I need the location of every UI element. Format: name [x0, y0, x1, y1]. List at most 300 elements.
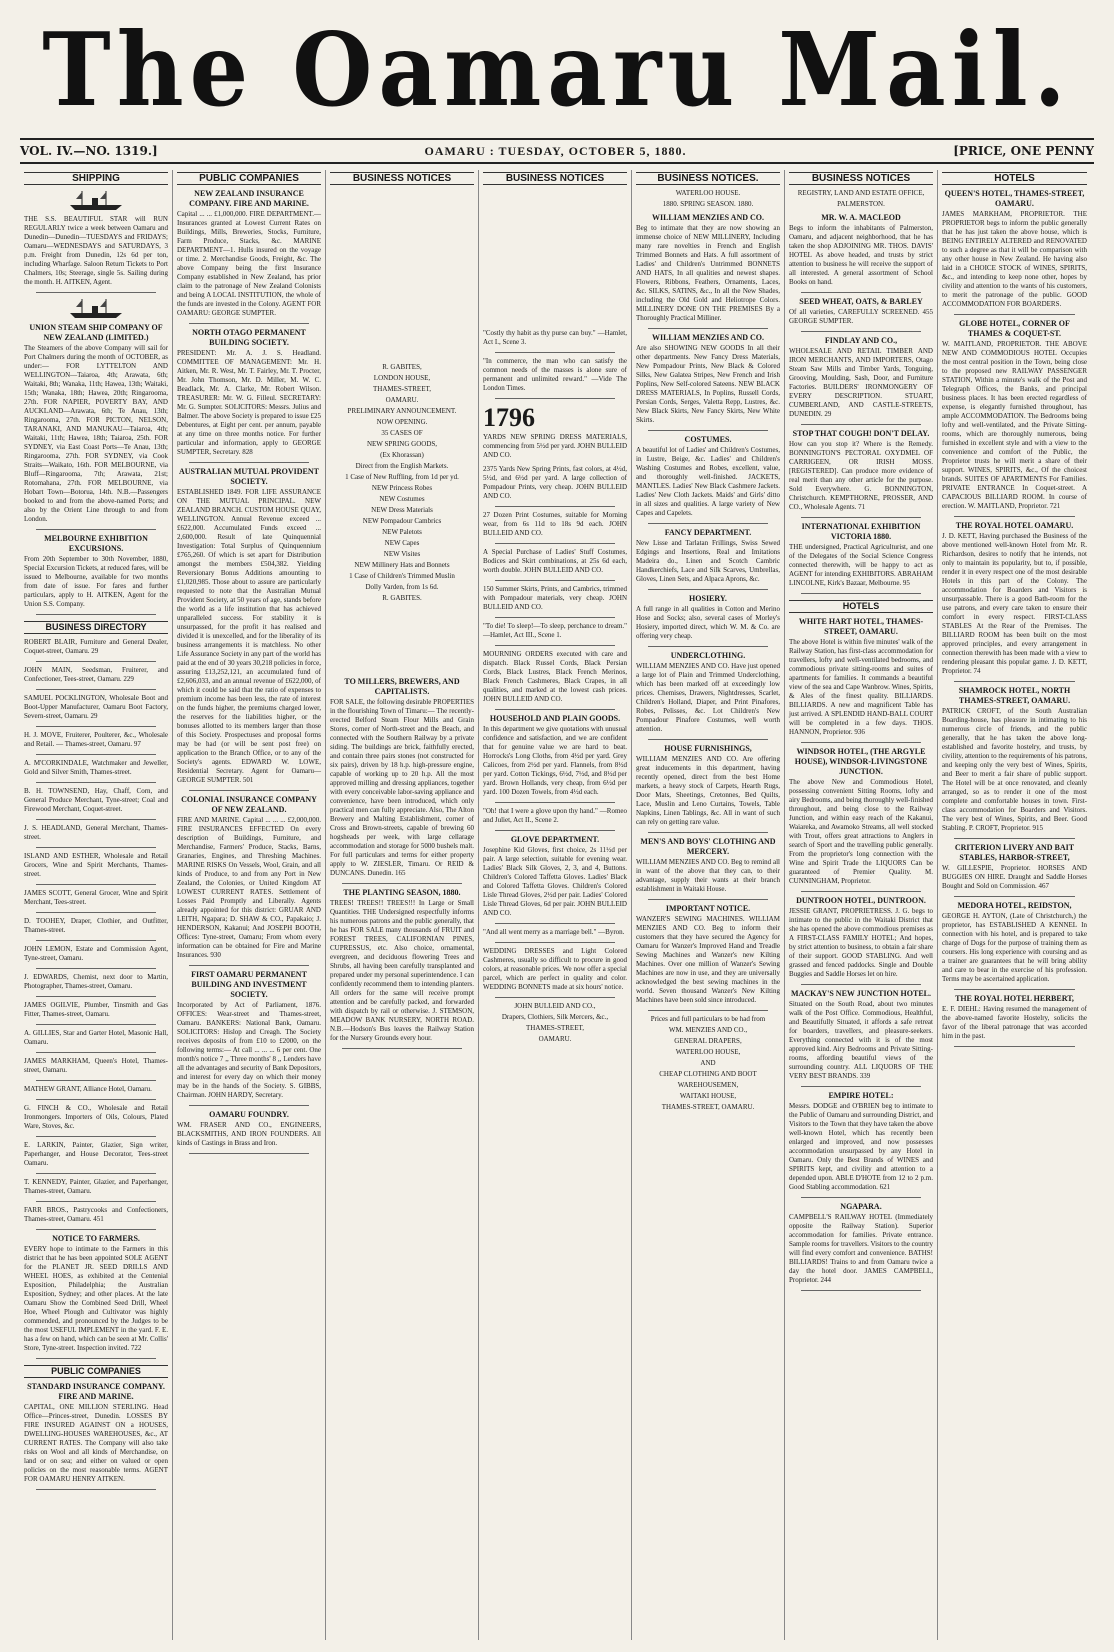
column-7 [938, 170, 1091, 1640]
divider-rule [954, 1046, 1075, 1047]
ad-text: WILLIAM MENZIES AND CO. Have just opened a large lot of Plain and Trimmed Underclothing, which has been marked off at exceedingly low prices. Chemises, Drawers, Nightdresses, Scarlet, Children's Holland, Diaper, and Print Pinafores, Robes, Pelisses, &c. Lot Children's New Pompadour Pinafore Costumes, well worth attention. [636, 662, 780, 733]
ad-title: STANDARD INSURANCE COMPANY. FIRE AND MARINE. [27, 1382, 165, 1401]
ad-title: STOP THAT COUGH! DON'T DELAY. [792, 429, 930, 438]
divider-rule [495, 709, 615, 710]
ad-line: OAMARU. [385, 396, 419, 404]
ad-title: GLOVE DEPARTMENT. [510, 835, 600, 844]
ad-text: E. LARKIN, Painter, Glazier, Sign writer, Paperhanger, and House Decorator, Tees-street Oamaru. [24, 1141, 168, 1167]
volume-number: VOL. IV.—NO. 1319.] [20, 144, 158, 158]
advertisement [942, 686, 1087, 833]
ad-line: Drapers, Clothiers, Silk Mercers, &c., [501, 1013, 609, 1021]
ad-title: UNDERCLOTHING. [670, 651, 746, 660]
ad-line: WAITAKI HOUSE, [679, 1092, 737, 1100]
divider-rule [954, 989, 1075, 990]
advertisement [483, 511, 627, 538]
ad-text: A Special Purchase of Ladies' Stuff Costumes, Bodices and Skirt combinations, at 25s 6d each, worth double. JOHN BULLEID AND CO. [483, 548, 627, 574]
ad-title: HOUSE FURNISHINGS, [664, 744, 752, 753]
ad-text: T. KENNEDY, Painter, Glazier, and Paperhanger, Thames-street, Oamaru. [24, 1178, 168, 1195]
advertisement [942, 319, 1087, 511]
advertisement [24, 1085, 168, 1094]
divider-rule [36, 847, 156, 848]
divider-rule [648, 646, 768, 647]
divider-rule [648, 523, 768, 524]
divider-rule [189, 790, 309, 791]
ad-text: A. M'CORKINDALE, Watchmaker and Jeweller, Gold and Silver Smith, Thames-street. [24, 759, 168, 776]
ad-text: JESSIE GRANT, PROPRIETRESS. J. G. begs to intimate to the public in the Waitaki District that she has opened the above commodious premises as A FIRST-CLASS FAMILY HOTEL; And hopes, by strict attention to business, to obtain a fair share of their support. GOOD STABLING. And well grassed and fenced paddocks. Single and Double Buggies and Saddle Horses let on hire. [789, 907, 933, 978]
ad-title: UNION STEAM SHIP COMPANY OF NEW ZEALAND (LIMITED.) [29, 323, 163, 342]
ad-title: IMPORTANT NOTICE. [665, 904, 751, 913]
ad-text: FARR BROS., Pastrycooks and Confectioners, Thames-street, Oamaru. 451 [24, 1206, 168, 1223]
ad-text: JOHN LEMON, Estate and Commission Agent, Tyne-street, Oamaru. [24, 945, 168, 962]
ad-text: 27 Dozen Print Costumes, suitable for Morning wear, from 6s 11d to 18s 9d each. JOHN BULLEID AND CO. [483, 511, 627, 537]
divider-rule [36, 689, 156, 690]
ad-text: J. EDWARDS, Chemist, next door to Martin, Photographer, Thames-street, Oamaru. [24, 973, 168, 990]
ad-text: JAMES MARKHAM, Queen's Hotel, Thames-street, Oamaru. [24, 1057, 168, 1074]
ad-title: WILLIAM MENZIES AND CO. [651, 213, 764, 222]
advertisement [24, 1029, 168, 1047]
advertisement [942, 901, 1087, 984]
advertisement [24, 1382, 168, 1484]
ad-text: WM. FRASER AND CO., ENGINEERS, BLACKSMITHS, AND IRON FOUNDERS. All kinds of Castings in Brass and Iron. [177, 1121, 321, 1147]
ad-title: WHITE HART HOTEL, THAMES-STREET, OAMARU. [798, 617, 924, 636]
advertisement [330, 888, 474, 1043]
ad-text: EVERY hope to intimate to the Farmers in this district that he has been appointed SOLE AGENT for the PLANET JR. SEED DRILLS AND WHEEL HOES, as exhibited at the Centenial Exposition, Philadelphia; the Australian Exposition, Sydney; and other places. At the late Oamaru Show the Combined Seed Drill, Wheel Hoe, Wheel Plough and Cultivator was highly commended, and pronounced by the Judges to be the most USEFUL IMPLEMENT in the yard. F. E. has a few on hand, which can be seen at Mr. Collis' Store, Tyne-street. Inspection invited. 722 [24, 1245, 168, 1352]
ad-line: AND [700, 1059, 716, 1067]
advertisement [24, 666, 168, 684]
ad-text: FOR SALE, the following desirable PROPERTIES in the flourishing Town of Timaru:— The recently-erected Belford Steam Flour Mills and Grain Stores, corner of North-street and the Beach, and connected with the Southern Railway by a private siding. The buildings are brick, faithfully erected, and contain three pairs stones (not constructed for six pairs), driven by 18 h.p. high-pressure engine, capable of working up to 20 h.p. All the most approved milling and dressing appliances, together with every conceivable labor-saving appliance and convenience, have been introduced, which only practical men can fully appreciate. Also, The Alton Brewery and Malting Establishment, corner of Cross and Brown-streets, capable of brewing 60 hogsheads per week, with large cellarage accommodation and storage for 5000 bushels malt. For full particulars and terms for either property apply to W. ZIESLER, Timaru. Or REID & DUNCANS. Dunedin. 165 [330, 698, 474, 877]
ad-line: THAMES-STREET, [525, 1024, 584, 1032]
advertisement [636, 213, 780, 323]
advertisement [483, 357, 627, 393]
ad-text: H. J. MOVE, Fruiterer, Poulterer, &c., Wholesale and Retail. — Thames-street, Oamaru. 97 [24, 731, 168, 748]
divider-rule [801, 984, 921, 985]
advertisement [483, 585, 627, 612]
ad-line: Direct from the English Markets. [355, 462, 449, 470]
advertisement-block [636, 1015, 780, 1112]
ad-text: "To die! To sleep!—To sleep, perchance to dream." —Hamlet, Act III., Scene 1. [483, 622, 627, 639]
column-header: BUSINESS NOTICES [483, 172, 627, 185]
ad-text: "And all went merry as a marriage bell." —Byron. [483, 928, 625, 936]
advertisement [789, 989, 933, 1081]
ad-title: NORTH OTAGO PERMANENT BUILDING SOCIETY. [192, 328, 306, 347]
steamship-icon [24, 297, 168, 319]
ad-title: FINDLAY AND CO., [824, 336, 898, 345]
ad-text: ROBERT BLAIR, Furniture and General Dealer, Coquet-street, Oamaru. 29 [24, 638, 168, 655]
ad-line: CHEAP CLOTHING AND BOOT [659, 1070, 757, 1078]
divider-rule [495, 830, 615, 831]
ad-line: 1880. SPRING SEASON. 1880. [662, 200, 754, 208]
ad-text: ESTABLISHED 1849. FOR LIFE ASSURANCE ON THE MUTUAL PRINCIPAL. NEW ZEALAND BRANCH. CUSTOM HOUSE QUAY, WELLINGTON. Annual Revenue exceed ... £622,000. Accumulated Funds exceed ... 2,600,000. Result of late Quinquennial Investigation: Total Surplus of Quinquennium £765,260. Of which is set apart for Distribution amongst the members £504,382. Yielding Reversionary Bonus Additions amounting to £1,020,985. Those about to assure are particularly requested to note that the Australian Mutual Provident Society, at 50 years of age, stands before the world as a life institution that has achieved unparalleled success. For stability it is unsurpassed, for the profit it has realised and divided it is unexcelled, and for the liberality of its business arrangements it is matchless. No other Life Assurance Society in any part of the world has paid at the end of 30 years 30,218 policies in force, assuring £13,252,121, an accumulated fund of £2,606,033, and an annual revenue of £622,000, of which it could be said that the ratio of expenses to premium income has been less, the rate of interest on the funds higher, the premiums charged lower, the reserves for the liabilities higher, or the bonuses allotted to its members larger than those of this Society. Prospectuses and proposal forms may be had (or will be sent post free) on application to the Branch Office, or to any of the Society's agents. EDWARD W. LOWE, Residential Secretary. Agent for Oamaru— GEORGE SUMPTER. 501 [177, 488, 321, 784]
advertisement [177, 328, 321, 457]
divider-rule [495, 617, 615, 618]
ad-title: HOSIERY. [689, 594, 727, 603]
ad-title: HOUSEHOLD AND PLAIN GOODS. [489, 714, 621, 723]
divider-rule [648, 430, 768, 431]
divider-rule [954, 838, 1075, 839]
ad-text: CAPITAL, ONE MILLION STERLING. Head Office—Princes-street, Dunedin. LOSSES BY FIRE INSURED AGAINST ON a HOUSES, DWELLING-HOUSES WAREHOUSES, &c., AT CURRENT RATES. The Company will also take risks on Wool and all kinds of Merchandise, on land or on sea; and either on valued or open policies on the most reasonable terms. AGENT FOR OAMARU HENRY AITKEN. [24, 1403, 168, 1483]
ad-line: (Ex Khorassan) [380, 451, 424, 459]
advertisement [483, 807, 627, 825]
column-5 [632, 170, 785, 1640]
ad-line: NEW Millinery Hats and Bonnets [354, 561, 450, 569]
ad-text: TREES! TREES!! TREES!!! In Large or Small Quantities. THE Undersigned respectfully informs his numerous patrons and the public generally, that he has FOR SALE many thousands of FRUIT and FOREST TREES, CALIFORNIAN PINES, CUPRESSUS, etc. Also choice, ornamental, evergreen, and deciduous flowering Trees and Shrubs, all having been carefully transplanted and prepared under my personal superintendence. I can confidently recommend them to intending planters. All orders for the same will receive prompt attention and be carefully packed, and forwarded with dispatch by rail or otherwise. J. STEMSON, MEADOW BANK NURSERY, NORTH ROAD. N.B.—Hodson's Bus leaves the Railway Station for the Nursery Grounds every hour. [330, 899, 474, 1042]
advertisement [24, 534, 168, 609]
ad-title: NGAPARA. [840, 1202, 882, 1211]
ad-text: JAMES MARKHAM, PROPRIETOR. THE PROPRIETOR begs to inform the public generally that he has just taken the above house, which is BEING ENTIRELY ALTERED and RENOVATED to such a degree as that it will be comparison with any other house in New Zealand. He having also laid in a CHOICE STOCK of WINES, SPIRITS, &c., and intending to keep none other, hopes by civility and attention to the wants of his customers, to merit the patronage of the public. GOOD ACCOMMODATION FOR BOARDERS. [942, 210, 1087, 308]
advertisement [24, 694, 168, 721]
advertisement [24, 759, 168, 777]
column-spacer [483, 189, 627, 329]
ad-title: OAMARU FOUNDRY. [209, 1110, 289, 1119]
column-spacer [330, 189, 474, 359]
divider-rule [36, 614, 156, 615]
ad-text: JOHN MAIN, Seedsman, Fruiterer, and Confectioner, Tees-street, Oamaru. 229 [24, 666, 168, 683]
ad-text: J. S. HEADLAND, General Merchant, Thames-street. [24, 824, 168, 841]
advertisement [942, 843, 1087, 891]
advertisement [483, 465, 627, 501]
divider-rule [36, 1489, 156, 1490]
advertisement [24, 1141, 168, 1168]
advertisement [483, 928, 627, 937]
divider-rule [36, 819, 156, 820]
divider-rule [801, 1290, 921, 1291]
ad-title: FANCY DEPARTMENT. [664, 528, 752, 537]
advertisement [177, 1110, 321, 1148]
ad-text: WANZER'S SEWING MACHINES. WILLIAM MENZIES AND CO. Beg to inform their customers that they have secured the Agency for Oamaru for Wanzer's Improved Hand and Treadle Sewing Machines and Wanzer's new Kilting Machines. Over one million of Wanzer's Sewing Machines are now in use, and they are universally acknowledged the best sewing machines in the world. Seven thousand Wanzer's New Kilting Machines have been sold since introduced. [636, 915, 780, 1004]
ad-text: W. GILLESPIE, Proprietor. HORSES AND BUGGIES ON HIRE. Draught and Saddle Horses Bought and Sold on Commission. 467 [942, 864, 1087, 890]
divider-rule [801, 292, 921, 293]
ad-text: A beautiful lot of Ladies' and Children's Costumes, in Lustre, Beige, &c. Ladies' and Children's Washing Costumes and Robes, excellent, value, and thoroughly well-finished. JACKETS, MANTLES. Ladies' New Black Cashmere Jackets. Ladies' New Cloth Jackets. Maids' and Girls' ditto in all sizes and qualities. A large variety of New Capes and Capelets. [636, 446, 780, 517]
advertisement [24, 787, 168, 814]
advertisement [24, 731, 168, 749]
section-heading: BUSINESS DIRECTORY [24, 621, 168, 634]
advertisement-block [330, 363, 474, 603]
steamship-icon [24, 189, 168, 211]
divider-rule [801, 517, 921, 518]
advertisement [483, 548, 627, 575]
ad-text: WILLIAM MENZIES AND CO. Beg to remind all in want of the above that they can, to their advantage, supply their wants at their branch establishment in Waitaki House. [636, 858, 780, 893]
ad-text: Of all varieties, CAREFULLY SCREENED. 455 GEORGE SUMPTER. [789, 308, 933, 325]
column-1 [20, 170, 173, 1640]
ad-line: WATERLOO HOUSE. [675, 189, 741, 197]
ad-title: EMPIRE HOTEL: [828, 1091, 894, 1100]
divider-rule [954, 314, 1075, 315]
divider-rule [954, 516, 1075, 517]
advertisement [24, 852, 168, 879]
ad-line: NEW Princess Robes [371, 484, 433, 492]
ad-line: NOW OPENING. [376, 418, 428, 426]
issue-price: [PRICE, ONE PENNY [953, 144, 1094, 158]
advertisement [483, 714, 627, 797]
ad-title: DUNTROON HOTEL, DUNTROON. [796, 896, 926, 905]
ad-line: 35 CASES OF [381, 429, 423, 437]
column-2 [173, 170, 326, 1640]
ad-title: QUEEN'S HOTEL, THAMES-STREET, OAMARU. [944, 189, 1085, 208]
ad-title: THE ROYAL HOTEL OAMARU. [955, 521, 1074, 530]
divider-rule [801, 424, 921, 425]
ad-line: PALMERSTON. [837, 200, 885, 208]
divider-rule [36, 1358, 156, 1359]
ad-title: NOTICE TO FARMERS. [52, 1234, 140, 1243]
ad-line: Prices and full particulars to be had from [650, 1015, 766, 1023]
ad-text: "Costly thy habit as thy purse can buy." —Hamlet, Act I., Scene 3. [483, 329, 627, 346]
advertisement [942, 521, 1087, 676]
advertisement [24, 917, 168, 935]
advertisement [789, 336, 933, 419]
divider-rule [495, 352, 615, 353]
advertisement [24, 323, 168, 524]
ad-line: NEW Capes [384, 539, 420, 547]
column-header: SHIPPING [24, 172, 168, 185]
divider-rule [36, 940, 156, 941]
ad-line: GENERAL DRAPERS, [674, 1037, 742, 1045]
advertisement [636, 651, 780, 734]
divider-rule [36, 1024, 156, 1025]
ad-text: Messrs. DODGE and O'BRIEN beg to intimate to the Public of Oamaru and surrounding District, and Visitors to the Town that they have taken the above well-known Hotel, which has recently been enlarged and improved, and now possesses accommodation unsurpassed by any Hotel in Oamaru. Only the Best Brands of WINES and SPIRITS kept, and civility and attention to a depended upon. ABLE D'HOTE from 12 to 2 p.m. Good Stabling accommodation. 621 [789, 1102, 933, 1191]
ad-text: Begs to inform the inhabitants of Palmerston, Oamaru, and adjacent neighborhood, that he has taken the shop ADJOINING MR. THOS. DAVIS' HOTEL As above headed, and trusts by strict attention to business he will receive the support of all interested. A general assortment of School Books on hand. [789, 224, 933, 286]
ad-text: ISLAND AND ESTHER, Wholesale and Retail Grocers, Wine and Spirit Merchants, Thames-street. [24, 852, 168, 878]
advertisement [177, 795, 321, 960]
divider-rule [36, 782, 156, 783]
ad-title: GLOBE HOTEL, CORNER OF THAMES & COQUET-ST. [959, 319, 1070, 338]
ad-text: SAMUEL POCKLINGTON, Wholesale Boot and Boot-Upper Manufacturer, Oamaru Boot Factory, Severn-street, Oamaru. 29 [24, 694, 168, 720]
divider-rule [189, 323, 309, 324]
ad-line: NEW Pompadour Cambrics [362, 517, 442, 525]
divider-rule [36, 996, 156, 997]
divider-rule [495, 997, 615, 998]
column-header: BUSINESS NOTICES [789, 172, 933, 185]
divider-rule [801, 1197, 921, 1198]
ad-text: GEORGE H. AYTON, (Late of Christchurch,) the proprietor, has ESTABLISHED A KENNEL In connection with his hotel, and is prepared to take charge of Dogs for the purpose of training them as coursers. His long experience with coursing and as a trainer are guarantees that he will bring ability and care to bear in the exercise of his profession. Terms may be ascertained application. [942, 912, 1087, 983]
ad-line: NEW Dress Materials [371, 506, 433, 514]
ad-line: LONDON HOUSE, [373, 374, 431, 382]
advertisement [789, 1091, 933, 1192]
ad-text: MATHEW GRANT, Alliance Hotel, Oamaru. [24, 1085, 152, 1093]
advertisement [636, 333, 780, 425]
advertisement [636, 528, 780, 584]
ad-title: MR. W. A. MACLEOD [821, 213, 901, 222]
divider-rule [801, 331, 921, 332]
column-header: BUSINESS NOTICES. [636, 172, 780, 185]
section-heading: HOTELS [789, 600, 933, 613]
ad-text: D. TOOHEY, Draper, Clothier, and Outfitter, Thames-street. [24, 917, 168, 934]
divider-rule [36, 968, 156, 969]
ad-title: INTERNATIONAL EXHIBITION VICTORIA 1880. [801, 522, 921, 541]
divider-rule [648, 328, 768, 329]
column-6 [785, 170, 938, 1640]
advertisement [24, 1001, 168, 1019]
advertisement [483, 650, 627, 704]
divider-rule [36, 1201, 156, 1202]
divider-rule [495, 923, 615, 924]
ad-text: YARDS NEW SPRING DRESS MATERIALS, commencing from 5½d per yard. JOHN BULLEID AND CO. [483, 433, 627, 459]
advertisement [483, 622, 627, 640]
divider-rule [36, 661, 156, 662]
divider-rule [36, 1173, 156, 1174]
issue-date: OAMARU : TUESDAY, OCTOBER 5, 1880. [424, 143, 687, 158]
ad-text: Beg to intimate that they are now showing an immense choice of NEW MILLINERY, Including many rare novelties in French and English Trimmed Bonnets and Hats. A full assortment of Ladies' and Children's Untrimmed BONNETS AND HATS, In all qualities and newest shapes. Flowers, Ribbons, Feathers, Ornaments, Laces, &c. SILKS, SATINS, &c., In all the New Shades, including the Old Gold and Heliotrope Colors. MILLINERY DONE ON THE PREMISES By a Thoroughly Practical Milliner. [636, 224, 780, 322]
advertisement [24, 1178, 168, 1196]
ad-text: New Lisse and Tarlatan Frillings, Swiss Sewed Edgings and Insertions, Real and Imitations Madeira do., Linen and Scotch Cambric Handkerchiefs, Lace and Silk Scarves, Umbrellas, Gloves, Linen Sets, and Alpaca Aprons, &c. [636, 539, 780, 583]
advertisement [483, 835, 627, 918]
ad-text: The above New and Commodious Hotel, possessing convenient Sitting Rooms, lofty and airy Bedrooms, and being thoroughly well-finished throughout, and being close to the Railway Junction, and within easy reach of the Kakanui, Waiareka, and Awamoko Streams, all well stocked with Trout, offers great attractions to Anglers in search of Sport and the travelling public generally. From the proprietor's long connection with the Wine and Spirit Trade the LIQUORS Can be guaranteed of Premier Quality. M. CUNNINGHAM, Proprietor. [789, 778, 933, 885]
divider-rule [36, 1229, 156, 1230]
ad-title: CRITERION LIVERY AND BAIT STABLES, HARBOR-STREET, [954, 843, 1075, 862]
ad-text: WHOLESALE AND RETAIL TIMBER AND IRON MERCHANTS, AND IMPORTERS, Otago Steam Saw Mills and Timber Yards, Tonguing, Grooving, Moulding, Sash, Door, and Furniture Factories. BUILDERS' IRONMONGERY OF EVERY DESCRIPTION. STUART, CUMBERLAND, AND CASTLE-STREETS, DUNEDIN. 29 [789, 347, 933, 418]
advertisement [177, 970, 321, 1100]
ad-text: 150 Summer Skirts, Prints, and Cambrics, trimmed with Pompadour materials, very cheap. JOHN BULLEID AND CO. [483, 585, 627, 611]
ad-title: SEED WHEAT, OATS, & BARLEY [799, 297, 923, 306]
divider-rule [189, 965, 309, 966]
ad-text: J. D. KETT, Having purchased the Business of the above mentioned well-known Hotel from Mr. R. Richardson, desires to notify that he intends, not only to maintain its popularity, but to, if possible, render it in every respect one of the most desirable Hotels in this part of the Colony. The accommodation for Boarders and Visitors is unsurpassable. There is a good Bath-room for the use patrons, and every care taken to ensure their comfort in every respect. FIRST-CLASS STABLES At the Rear of the Premises. The BILLIARD ROOM has been built on the most approved principles, and every arrangement in connection therewith has been made with a view to rendering pleasant this popular game. J. D. KETT, Proprietor. 74 [942, 532, 1087, 675]
divider-rule [648, 589, 768, 590]
advertisement [24, 824, 168, 842]
divider-rule [36, 1080, 156, 1081]
ad-title: TO MILLERS, BREWERS, AND CAPITALISTS. [344, 677, 460, 696]
ad-line: R. GABITES. [382, 594, 422, 602]
advertisement-block [789, 189, 933, 209]
advertisement [330, 677, 474, 878]
divider-rule [342, 883, 462, 884]
divider-rule [495, 580, 615, 581]
ad-title: THE PLANTING SEASON, 1880. [343, 888, 461, 897]
ad-text: WILLIAM MENZIES AND CO. Are offering great inducements in this department, having recently opened, direct from the best Home markets, a heavy stock of Carpets, Hearth Rugs, Door Mats, Sheetings, Cretonnes, Bed Quilts, Lace, Muslin and Leno Curtains, Towels, Table Napkins, Linen Tablings, &c. All in want of such can rely on getting rare value. [636, 755, 780, 826]
column-4 [479, 170, 632, 1640]
ad-line: OAMARU. [538, 1035, 572, 1043]
ad-text: CAMPBELL'S RAILWAY HOTEL (Immediately opposite the Railway Station). Superior accommodation for families. Private entrance. Sample rooms for travellers. Visitors to the country will find every comfort and convenience. BATHS! BILLIARDS! Trains to and from Oamaru twice a day the hotel door. JAMES CAMPBELL, Proprietor. 244 [789, 1213, 933, 1284]
divider-rule [36, 1099, 156, 1100]
ad-text: "In commerce, the man who can satisfy the common needs of the masses is alone sure of permanent and unlimited reward." —Vide The London Times. [483, 357, 627, 392]
ad-text: WEDDING DRESSES and Light Colored Cashmeres, usually so difficult to procure in good colors, at reasonable prices. We now offer a special parcel, which are perfect in quality and color. WEDDING BONNETS made at six hours' notice. [483, 947, 627, 991]
ad-text: The Steamers of the above Company will sail for Port Chalmers during the month of OCTOBER, as under:— FOR LYTTELTON AND WELLINGTON—Taiaroa, 4th; Arawata, 6th; Waitaki, 8th; Wanaka, 11th; Hawea, 13th; Waitaki, 15th; Wanaka, 18th; Hawea, 20th; Ringarooma, 27th. FOR NAPIER, POVERTY BAY, AND AUCKLAND—Arawata, 6th; Te Anau, 13th; Ringarooma, 27th. FOR PICTON, NELSON, TARANAKI, AND MANUKAU—Taiaroa, 4th; Waitaki, 11th; Hawea, 18th; Taiaroa, 25th. FOR SYDNEY, via East Coast Ports—Te Anau, 13th; Ringarooma, 27th. FOR SYDNEY, via Cook Straits—Waikato, 16th. FOR MELBOURNE, via Bluff—Ringarooma, 7th; Arawata, 21st; Rotomahana, 27th. FOR MELBOURNE, via Hobart Town—Botorua, 14th. N.B.—Passengers booked to and from the above-named Ports; and also by the Orient Line through to and from London. [24, 344, 168, 523]
ad-text: Josephine Kid Gloves, first choice, 2s 11½d per pair. A large selection, suitable for evening wear. Ladies' Black Silk Gloves, 2, 3, and 4, Buttons. Children's Colored Taffetta Gloves. Ladies' Black and Colored Taffetta Gloves. Children's Colored Lisle Thread Gloves, 2½d per pair. Ladies' Colored Lisle Thread Gloves, 6d per pair. JOHN BULLEID AND CO. [483, 846, 627, 917]
ad-line: WAREHOUSEMEN, [677, 1081, 739, 1089]
divider-rule [954, 896, 1075, 897]
advertisement [24, 215, 168, 287]
divider-rule [801, 593, 921, 594]
ad-text: E. F. DIEHL: Having resumed the management of the above-named favorite Hostelry, solicits the favor of the liberal patronage that was accorded him in the past. [942, 1005, 1087, 1040]
advertisement [177, 467, 321, 785]
divider-rule [801, 742, 921, 743]
ad-line: 1 Case of New Ruffling, from 1d per yd. [345, 473, 459, 481]
ad-text: JAMES SCOTT, General Grocer, Wine and Spirit Merchant, Tees-street. [24, 889, 168, 906]
ad-text: JAMES OGILVIE, Plumber, Tinsmith and Gas Fitter, Thames-street, Oamaru. [24, 1001, 168, 1018]
advertisement [483, 403, 627, 460]
ad-text: Situated on the South Road, about two minutes walk of the Post Office. Commodious, Healthful, and Beautifully Situated, it affords a safe retreat for boarders, travellers, and pleasure-seekers. Everything connected with it is of the most approved kind. Airy Bedrooms and Private Sitting-rooms, affording beautiful views of the surrounding country. ALL LIQUORS OF THE VERY BEST BRANDS. 339 [789, 1000, 933, 1080]
divider-rule [36, 529, 156, 530]
column-spacer [330, 607, 474, 677]
ad-text: Capital ... ... £1,000,000. FIRE DEPARTMENT.—Insurances granted at Lowest Current Rates on Buildings, Mills, Breweries, Stocks, Furniture, Farm Produce, Stacks, &c. MARINE DEPARTMENT—1. Hulls insured on the voyage or time. 2. Merchandise Goods, Freight, &c. The above Company being the first Insurance Company established in New Zealand, has prior claim to the patronage of New Zealand Colonists and being A LOCAL INSTITUTION, the whole of the funds are invested in the Colony. AGENT FOR OAMARU: GEORGE SUMPTER. [177, 210, 321, 317]
ad-text: Incorporated by Act of Parliament, 1876. OFFICES: Wear-street and Thames-street, Oamaru. BANKERS: National Bank, Oamaru. SOLICITORS: Hislop and Creagh. The Society receives deposits of from £10 to £2000, on the following terms:— At call ... ... ... 6 per cent. One month's notice 7 ,, Three months' 8 ,, Lenders have all the advantages and security of Bank Depositors, and interest for every day on which their money may be in the hands of the Society. S. GIBBS, Chairman. JOHN HARDY, Secretary. [177, 1001, 321, 1099]
ad-line: 1 Case of Children's Trimmed Muslin [349, 572, 455, 580]
divider-rule [342, 1048, 462, 1049]
divider-rule [801, 1086, 921, 1087]
ad-line: NEW Costumes [379, 495, 425, 503]
advertisement [636, 435, 780, 518]
ad-title: WINDSOR HOTEL, (THE ARGYLE HOUSE), WINDSOR-LIVINGSTONE JUNCTION. [794, 747, 928, 776]
ad-title: THE ROYAL HOTEL HERBERT, [955, 994, 1074, 1003]
divider-rule [495, 398, 615, 399]
ad-text: From 20th September to 30th November, 1880, Special Excursion Tickets, at reduced fares, will be issued to Melbourne, available for two months from date of issue. For fares and further particulars, apply to H. AITKEN, Agent for the Union S.S. Company. [24, 555, 168, 608]
ad-title: FIRST OAMARU PERMANENT BUILDING AND INVESTMENT SOCIETY. [191, 970, 307, 999]
divider-rule [495, 802, 615, 803]
column-header: HOTELS [942, 172, 1087, 185]
advertisement [789, 1202, 933, 1285]
divider-rule [36, 1052, 156, 1053]
divider-rule [495, 942, 615, 943]
dateline-bar [20, 138, 1094, 164]
advertisement [789, 213, 933, 287]
divider-rule [189, 1105, 309, 1106]
ad-text: PATRICK CROFT, of the South Australian Boarding-house, has pleasure in intimating to his numerous circle of friends, and the public generally, that he has taken the above long-established and favorite hostelry, and trusts, by civility, attention to the requirements of his patrons, and keeping only the very best of Wines, Spirits, and Beer to merit a fair share of public support. The Hotel will be at once renovated, and cleanly arranged, so as to render it one of the most complete and comfortable houses in town. First-class accommodation for Boarders and Visitors. The very best of Wines, Spirits, and Beer. Good Stabling. P. CROFT, Proprietor. 915 [942, 707, 1087, 832]
advertisement [636, 904, 780, 1005]
advertisement [24, 973, 168, 991]
advertisement [24, 1234, 168, 1353]
ad-title: MELBOURNE EXHIBITION EXCURSIONS. [44, 534, 148, 553]
ad-text: B. H. TOWNSEND, Hay, Chaff, Corn, and General Produce Merchant, Tyne-street; Coal and Firewood Merchant, Coquet-street. [24, 787, 168, 813]
advertisement [942, 189, 1087, 309]
advertisement-block [483, 1002, 627, 1044]
ad-title: MACKAY'S NEW JUNCTION HOTEL. [790, 989, 932, 998]
divider-rule [36, 884, 156, 885]
divider-rule [648, 1010, 768, 1011]
column-header: PUBLIC COMPANIES [177, 172, 321, 185]
ad-text: THE S.S. BEAUTIFUL STAR will RUN REGULARLY twice a week between Oamaru and Dunedin—Dunedin—TUESDAYS and FRIDAYS; Oamaru—WEDNESDAYS and SATURDAYS, 3 p.m. Freight from Dunedin, 12s 6d per ton, including Wharfage. Saloon Return Tickets to Port Chalmers, 10s; Steerage, single 5s. Sailing during the month. H. AITKEN, Agent. [24, 215, 168, 286]
advertisement [789, 522, 933, 588]
ad-line: REGISTRY, LAND AND ESTATE OFFICE, [797, 189, 925, 197]
ad-line: WM. MENZIES AND CO., [668, 1026, 748, 1034]
ad-line: R. GABITES, [382, 363, 422, 371]
divider-rule [648, 739, 768, 740]
ad-line: NEW Paletots [382, 528, 422, 536]
ad-text: How can you stop it? Where is the Remedy. BONNINGTON'S PECTORAL OXYDMEL OF CARRIGEEN, OR IRISH MOSS. [REGISTERED]. Can produce more evidence of real merit than any other article for the purpose. Sold Everywhere. G. BONNINGTON, Christchurch. KEMPTHORNE, PROSSER, AND CO., Wholesale Agents. 71 [789, 440, 933, 511]
advertisement [636, 744, 780, 827]
divider-rule [36, 726, 156, 727]
advertisement [24, 1206, 168, 1224]
ad-line: THAMES-STREET, [372, 385, 431, 393]
divider-rule [495, 506, 615, 507]
advertisement [24, 889, 168, 907]
divider-rule [495, 645, 615, 646]
ad-title: WILLIAM MENZIES AND CO. [651, 333, 764, 342]
ad-text: FIRE AND MARINE. Capital ... ... ... £2,000,000. FIRE INSURANCES EFFECTED On every description of Buildings, Furniture, and Merchandise, Farmers' Produce, Stacks, Barns, Granaries, Engines, and Threshing Machines. MARINE RISKS On Vessels, Wool, Grain, and all kinds of Produce, to and from any Port in New Zealand, the Colonies, or United Kingdom AT LOWEST CURRENT RATES. Settlement of Losses Paid Promptly and Liberally. Agents already appointed for this district: GRUAR AND LEITH, Ngapara; D. SHAW & CO., Papakaio; J. HENDERSON, Kakanui; And JOSEPH BOOTH, Offices: Tyne-street, Oamaru; From whom every information can be obtained for Fire and Marine Insurances. 930 [177, 816, 321, 959]
ad-title: MEN'S AND BOYS' CLOTHING AND MERCERY. [640, 837, 776, 856]
ad-title: COLONIAL INSURANCE COMPANY OF NEW ZEALAND. [181, 795, 317, 814]
ad-line: NEW SPRING GOODS, [366, 440, 438, 448]
section-heading: PUBLIC COMPANIES [24, 1365, 168, 1378]
advertisement [483, 329, 627, 347]
advertisement [483, 947, 627, 992]
divider-rule [495, 543, 615, 544]
column-header: BUSINESS NOTICES [330, 172, 474, 185]
ad-line: WATERLOO HOUSE, [675, 1048, 741, 1056]
advertisement [789, 297, 933, 326]
advertisement [789, 429, 933, 512]
ad-line: Dolly Varden, from 1s 6d. [365, 583, 439, 591]
masthead [20, 0, 1094, 138]
columns-container [20, 170, 1094, 1640]
ad-title: AUSTRALIAN MUTUAL PROVIDENT SOCIETY. [178, 467, 319, 486]
ad-line: JOHN BULLEID AND CO., [514, 1002, 596, 1010]
ad-title: NEW ZEALAND INSURANCE COMPANY. FIRE AND MARINE. [189, 189, 309, 208]
column-3 [326, 170, 479, 1640]
divider-rule [36, 292, 156, 293]
advertisement [636, 594, 780, 641]
ad-title: MEDORA HOTEL, REIDSTON, [957, 901, 1072, 910]
divider-rule [954, 681, 1075, 682]
divider-rule [801, 891, 921, 892]
divider-rule [36, 754, 156, 755]
